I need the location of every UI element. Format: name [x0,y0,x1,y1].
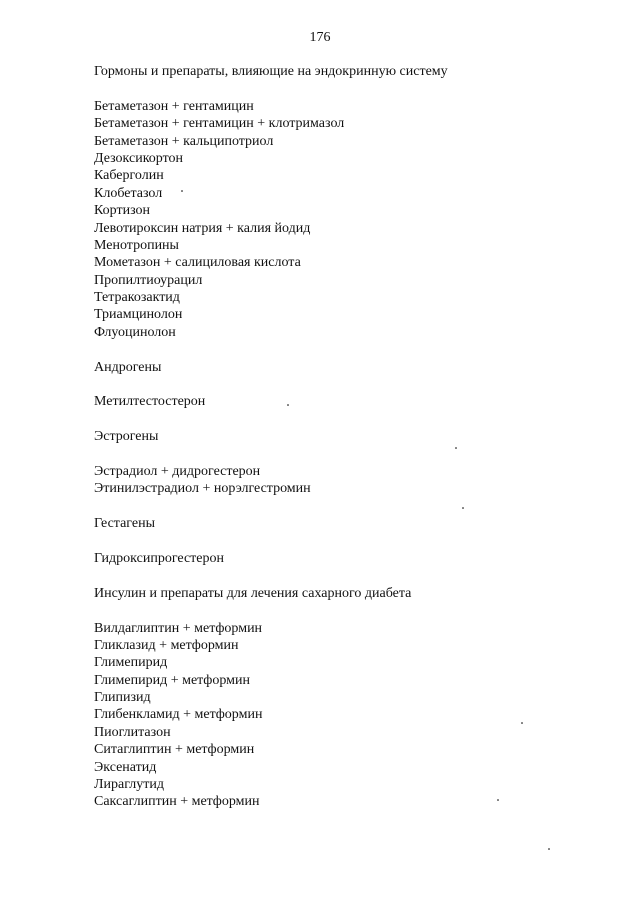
list-item: Вилдаглиптин + метформин [94,620,263,636]
spacer [94,80,614,97]
section-heading: Эстрогены [94,429,159,445]
scan-speck [521,722,523,724]
spacer [94,446,614,463]
list-item: Кортизон [94,203,151,219]
section-androgens [94,359,614,411]
list-item: Гидроксипрогестерон [94,550,224,566]
list-item: Глипизид [94,690,151,706]
section-insulin-diabetes [94,585,614,811]
list-item: Глибенкламид + метформин [94,707,263,723]
list-item: Клобетазол [94,185,163,201]
list-item: Саксаглиптин + метформин [94,794,260,810]
scan-speck [548,848,550,850]
list-item: Пиоглитазон [94,724,171,740]
scan-speck [497,799,499,801]
spacer [94,411,614,428]
list-item: Тетракозактид [94,290,180,306]
list-item: Гликлазид + метформин [94,637,239,653]
list-item: Глимепирид + метформин [94,672,250,688]
section-gestagens [94,515,614,567]
list-item: Пропилтиоурацил [94,272,203,288]
section-heading: Гестагены [94,516,155,532]
spacer [94,341,614,358]
section-heading: Андрогены [94,359,162,375]
list-item: Менотропины [94,237,179,253]
list-item: Эстрадиол + дидрогестерон [94,463,261,479]
section-hormones [94,63,614,341]
list-item: Глимепирид [94,655,168,671]
spacer [94,376,614,393]
list-item: Лираглутид [94,777,164,793]
scan-speck [181,190,183,192]
list-item: Метилтестостерон [94,394,206,410]
list-item: Ситаглиптин + метформин [94,742,255,758]
spacer [94,602,614,619]
scan-speck [455,447,457,449]
list-item: Флуоцинолон [94,324,176,340]
spacer [94,498,614,515]
spacer [94,567,614,584]
section-heading: Инсулин и препараты для лечения сахарного диабета [94,585,412,601]
section-heading: Гормоны и препараты, влияющие на эндокринную систему [94,64,448,79]
section-estrogens [94,428,614,498]
scan-speck [462,507,464,509]
list-item: Бетаметазон + гентамицин [94,98,254,114]
list-item: Триамцинолон [94,307,183,323]
scan-speck [287,404,289,406]
list-item: Каберголин [94,168,164,184]
document-body [94,63,614,811]
list-item: Левотироксин натрия + калия йодид [94,220,311,236]
spacer [94,533,614,550]
list-item: Дезоксикортон [94,150,184,166]
list-item: Бетаметазон + гентамицин + клотримазол [94,116,345,132]
list-item: Эксенатид [94,759,157,775]
list-item: Мометазон + салициловая кислота [94,255,301,271]
page-number: 176 [309,30,331,45]
list-item: Этинилэстрадиол + норэлгестромин [94,481,311,497]
list-item: Бетаметазон + кальципотриол [94,133,274,149]
